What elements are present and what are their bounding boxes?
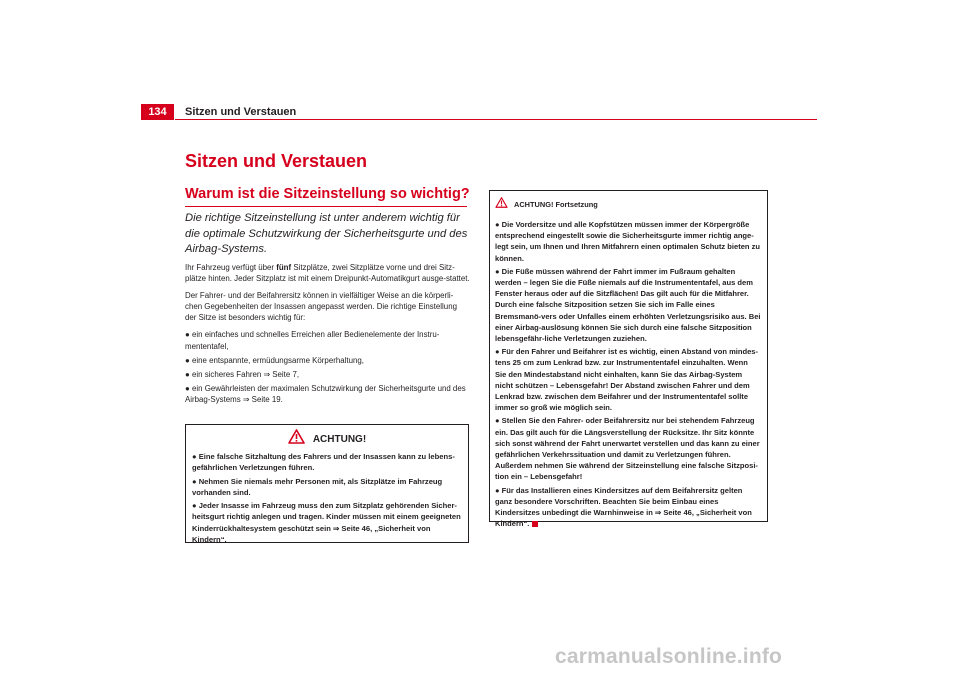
- bullet-icon: ●: [185, 330, 192, 340]
- list-item: ● ein einfaches und schnelles Erreichen aller Bedienelemente der Instru-mententafel,: [185, 330, 440, 351]
- section-divider: [185, 206, 467, 207]
- bullet-icon: ●: [185, 383, 192, 393]
- bullet-icon: ●: [495, 266, 502, 276]
- warning-item: ● Eine falsche Sitzhaltung des Fahrers und der Insassen kann zu lebens-gefährlichen Verletzungen führen.: [192, 452, 455, 473]
- running-header-title: Sitzen und Verstauen: [185, 106, 297, 118]
- bullet-icon: ●: [185, 355, 192, 365]
- warning-item: ● Jeder Insasse im Fahrzeug muss den zum Sitzplatz gehörenden Sicher-heitsgurt richtig anlegen und tragen. Kinder müssen mit einem geeigneten Kinderrückhaltesystem geschützt sein ⇒ Seite 46, „Sicherheit von Kindern“.: [192, 501, 461, 545]
- bullet-icon: ●: [495, 485, 502, 495]
- bullet-icon: ●: [185, 369, 192, 379]
- warning-item: ● Stellen Sie den Fahrer- oder Beifahrersitz nur bei stehendem Fahrzeug ein. Das gilt auch für die Längsverstellung der Rücksitze. Ihr Sitz könnte sich sonst während der Fahrt unerwartet verstellen und das kann zu einer gefährlichen Verkehrssituation und damit zu Verletzungen führen. Außerdem nehmen Sie während der Sitzeinstellung eine falsche Sitzposi-tion ein – Lebensgefahr!: [495, 416, 760, 482]
- header-divider: [175, 119, 817, 120]
- warning-item: ● Für den Fahrer und Beifahrer ist es wichtig, einen Abstand von mindes-tens 25 cm zum Lenkrad bzw. zur Instrumententafel einzuhalten. Wenn Sie den Mindestabstand nicht einhalten, kann Sie das Airbag-System nicht schützen – Lebensgefahr! Der Abstand zwischen Fahrer und dem Lenkrad bzw. zwischen dem Beifahrer und der Instrumententafel sollte immer so groß wie möglich sein.: [495, 347, 759, 413]
- section-title: Warum ist die Sitzeinstellung so wichtig?: [185, 186, 470, 202]
- bullet-icon: ●: [192, 476, 199, 486]
- list-item: ● ein sicheres Fahren ⇒ Seite 7,: [185, 369, 300, 379]
- list-item: ● ein Gewährleisten der maximalen Schutzwirkung der Sicherheitsgurte und des Airbag-Systems ⇒ Seite 19.: [185, 383, 466, 404]
- watermark: carmanualsonline.info: [555, 645, 783, 668]
- warning-item: ● Nehmen Sie niemals mehr Personen mit, als Sitzplätze im Fahrzeug vorhanden sind.: [192, 476, 443, 497]
- warning-continued-box: [489, 190, 768, 529]
- bullet-icon: ●: [495, 220, 502, 229]
- bold-word: fünf: [276, 263, 292, 272]
- paragraph: Ihr Fahrzeug verfügt über fünf Sitzplätze, zwei Sitzplätze vorne und drei Sitz-plätze hinten. Jeder Sitzplatz ist mit einem Dreipunkt-Automatikgurt ausge-stattet.: [185, 263, 470, 284]
- end-square-icon: [532, 521, 538, 527]
- chapter-title: Sitzen und Verstauen: [185, 151, 368, 171]
- bullet-icon: ●: [495, 416, 502, 426]
- warning-item: ● Die Vordersitze und alle Kopfstützen müssen immer der Körpergröße entsprechend eingestellt sowie die Sicherheitsgurte immer richtig ange-legt sein, um Ihnen und Ihren Mitfahrern einen optimalen Schutz bieten zu können.: [495, 220, 760, 263]
- page-number: 134: [141, 104, 174, 120]
- warning-box: [185, 424, 469, 543]
- warning-item: ● Für das Installieren eines Kindersitzes auf dem Beifahrersitz gelten ganz besondere Vorschriften. Beachten Sie beim Einbau eines Kindersitzes unbedingt die Warnhinweise in ⇒ Seite 46, „Sicherheit von Kindern“.: [495, 485, 752, 529]
- warning-item: ● Die Füße müssen während der Fahrt immer im Fußraum gehalten werden – legen Sie die Füße niemals auf die Instrumententafel, aus dem Fenster heraus oder auf die Sitzflächen! Das gilt auch für die Mitfahrer. Durch eine falsche Sitzposition setzen Sie sich im Falle eines Bremsmanö-vers oder Unfalles einem erhöhten Verletzungsrisiko aus. Bei einer Airbag-auslösung können Sie sich durch eine falsche Sitzposition lebensgefähr-liche Verletzungen zuziehen.: [495, 266, 761, 344]
- body-text: [185, 262, 470, 408]
- bullet-icon: ●: [192, 452, 199, 461]
- warning-triangle-icon: [288, 429, 305, 449]
- lead-text: Die richtige Sitzeinstellung ist unter anderem wichtig für die optimale Schutzwirkung der Sicherheitsgurte und des Airbag-Systems.: [185, 212, 468, 255]
- warning-triangle-icon: [495, 195, 508, 213]
- bullet-icon: ●: [192, 501, 199, 511]
- bullet-icon: ●: [495, 347, 502, 357]
- warning-title: ACHTUNG!: [312, 433, 367, 445]
- paragraph: Der Fahrer- und der Beifahrersitz können in vielfältiger Weise an die körperli-chen Gegebenheiten der Insassen angepasst werden. Die richtige Einstellung der Sitze ist besonders wichtig für:: [185, 291, 457, 323]
- list-item: ● eine entspannte, ermüdungsarme Körperhaltung,: [185, 355, 364, 365]
- warning-continued-title: ACHTUNG! Fortsetzung: [514, 199, 598, 209]
